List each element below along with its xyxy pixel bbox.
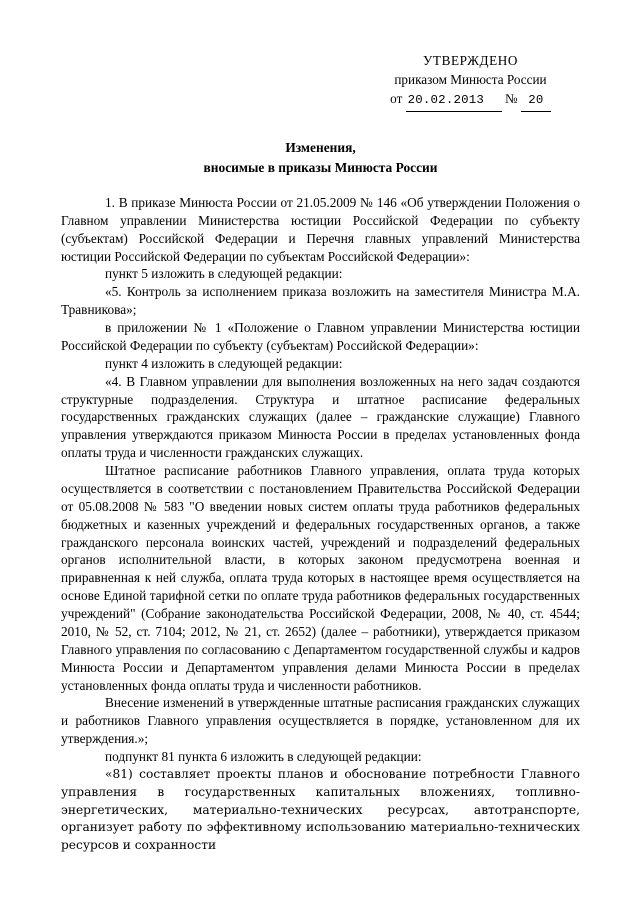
paragraph-10: «81) составляет проекты планов и обоснование потребности Главного управления в государственных капитальных вложениях, топливно-энергетических, материально-технических ресурсах, автотранспорте, организует работу по эффективному использованию материально-технических ресурсов и сохранности (61, 766, 580, 853)
paragraph-7: Штатное расписание работников Главного управления, оплата труда которых осуществляется в соответствии с постановлением Правительства Российской Федерации от 05.08.2008 № 583 "О введении новых систем оплаты труда работников федеральных бюджетных и казенных учреждений и федеральных государственных органов, а также гражданского персонала воинских частей, учреждений и подразделений федеральных органов исполнительной власти, в которых законом предусмотрена военная и приравненная к ней служба, оплата труда которых в настоящее время осуществляется на основе Единой тарифной сетки по оплате труда работников федеральных государственных учреждений" (Собрание законодательства Российской Федерации, 2008, № 40, ст. 4544; 2010, № 52, ст. 7104; 2012, № 21, ст. 2652) (далее – работники), утверждается приказом Главного управления по согласованию с Департаментом государственной службы и кадров Минюста России и Департаментом управления делами Минюста России в пределах установленных фонда оплаты труда и численности работников. (61, 463, 580, 693)
document-body (61, 194, 580, 855)
page-title-line-2: вносимые в приказы Минюста России (203, 159, 438, 175)
approval-heading: УТВЕРЖДЕНО (422, 53, 519, 68)
paragraph-2: пункт 5 изложить в следующей редакции: (105, 266, 343, 282)
page-title (61, 138, 580, 177)
page-title-line-1: Изменения, (285, 140, 356, 156)
paragraph-9: подпункт 81 пункта 6 изложить в следующей редакции: (105, 749, 422, 765)
paragraph-5: пункт 4 изложить в следующей редакции: (105, 355, 343, 371)
approval-by-line: приказом Минюста России (394, 71, 547, 87)
approval-number-value: 20 (521, 92, 551, 112)
paragraph-8: Внесение изменений в утвержденные штатные расписания гражданских служащих и работников Главного управления осуществляется в порядке, установленном для их утверждения.»; (61, 695, 580, 747)
paragraph-6: «4. В Главном управлении для выполнения возложенных на него задач создаются структурные подразделения. Структура и штатное расписание федеральных государственных гражданских служащих (далее – гражданские служащие) Главного управления утверждаются приказом Минюста России в пределах установленных фонда оплаты труда и численности гражданских служащих. (61, 373, 580, 461)
paragraph-3: «5. Контроль за исполнением приказа возложить на заместителя Министра М.А. Травникова»; (61, 284, 580, 318)
approval-date-prefix: от (390, 91, 403, 107)
approval-block (361, 0, 580, 112)
paragraph-1: 1. В приказе Минюста России от 21.05.2009 № 146 «Об утверждении Положения о Главном управлении Министерства юстиции Российской Федерации по субъекту (субъектам) Российской Федерации и Перечня главных управлений Министерства юстиции Российской Федерации по субъектам Российской Федерации»: (61, 194, 580, 264)
approval-number-prefix: № (504, 91, 518, 107)
paragraph-4: в приложении № 1 «Положение о Главном управлении Министерства юстиции Российской Федерации по субъекту (субъектам) Российской Федерации»: (61, 320, 580, 353)
approval-date-value: 20.02.2013 (406, 92, 502, 112)
approval-date-number (361, 90, 580, 112)
